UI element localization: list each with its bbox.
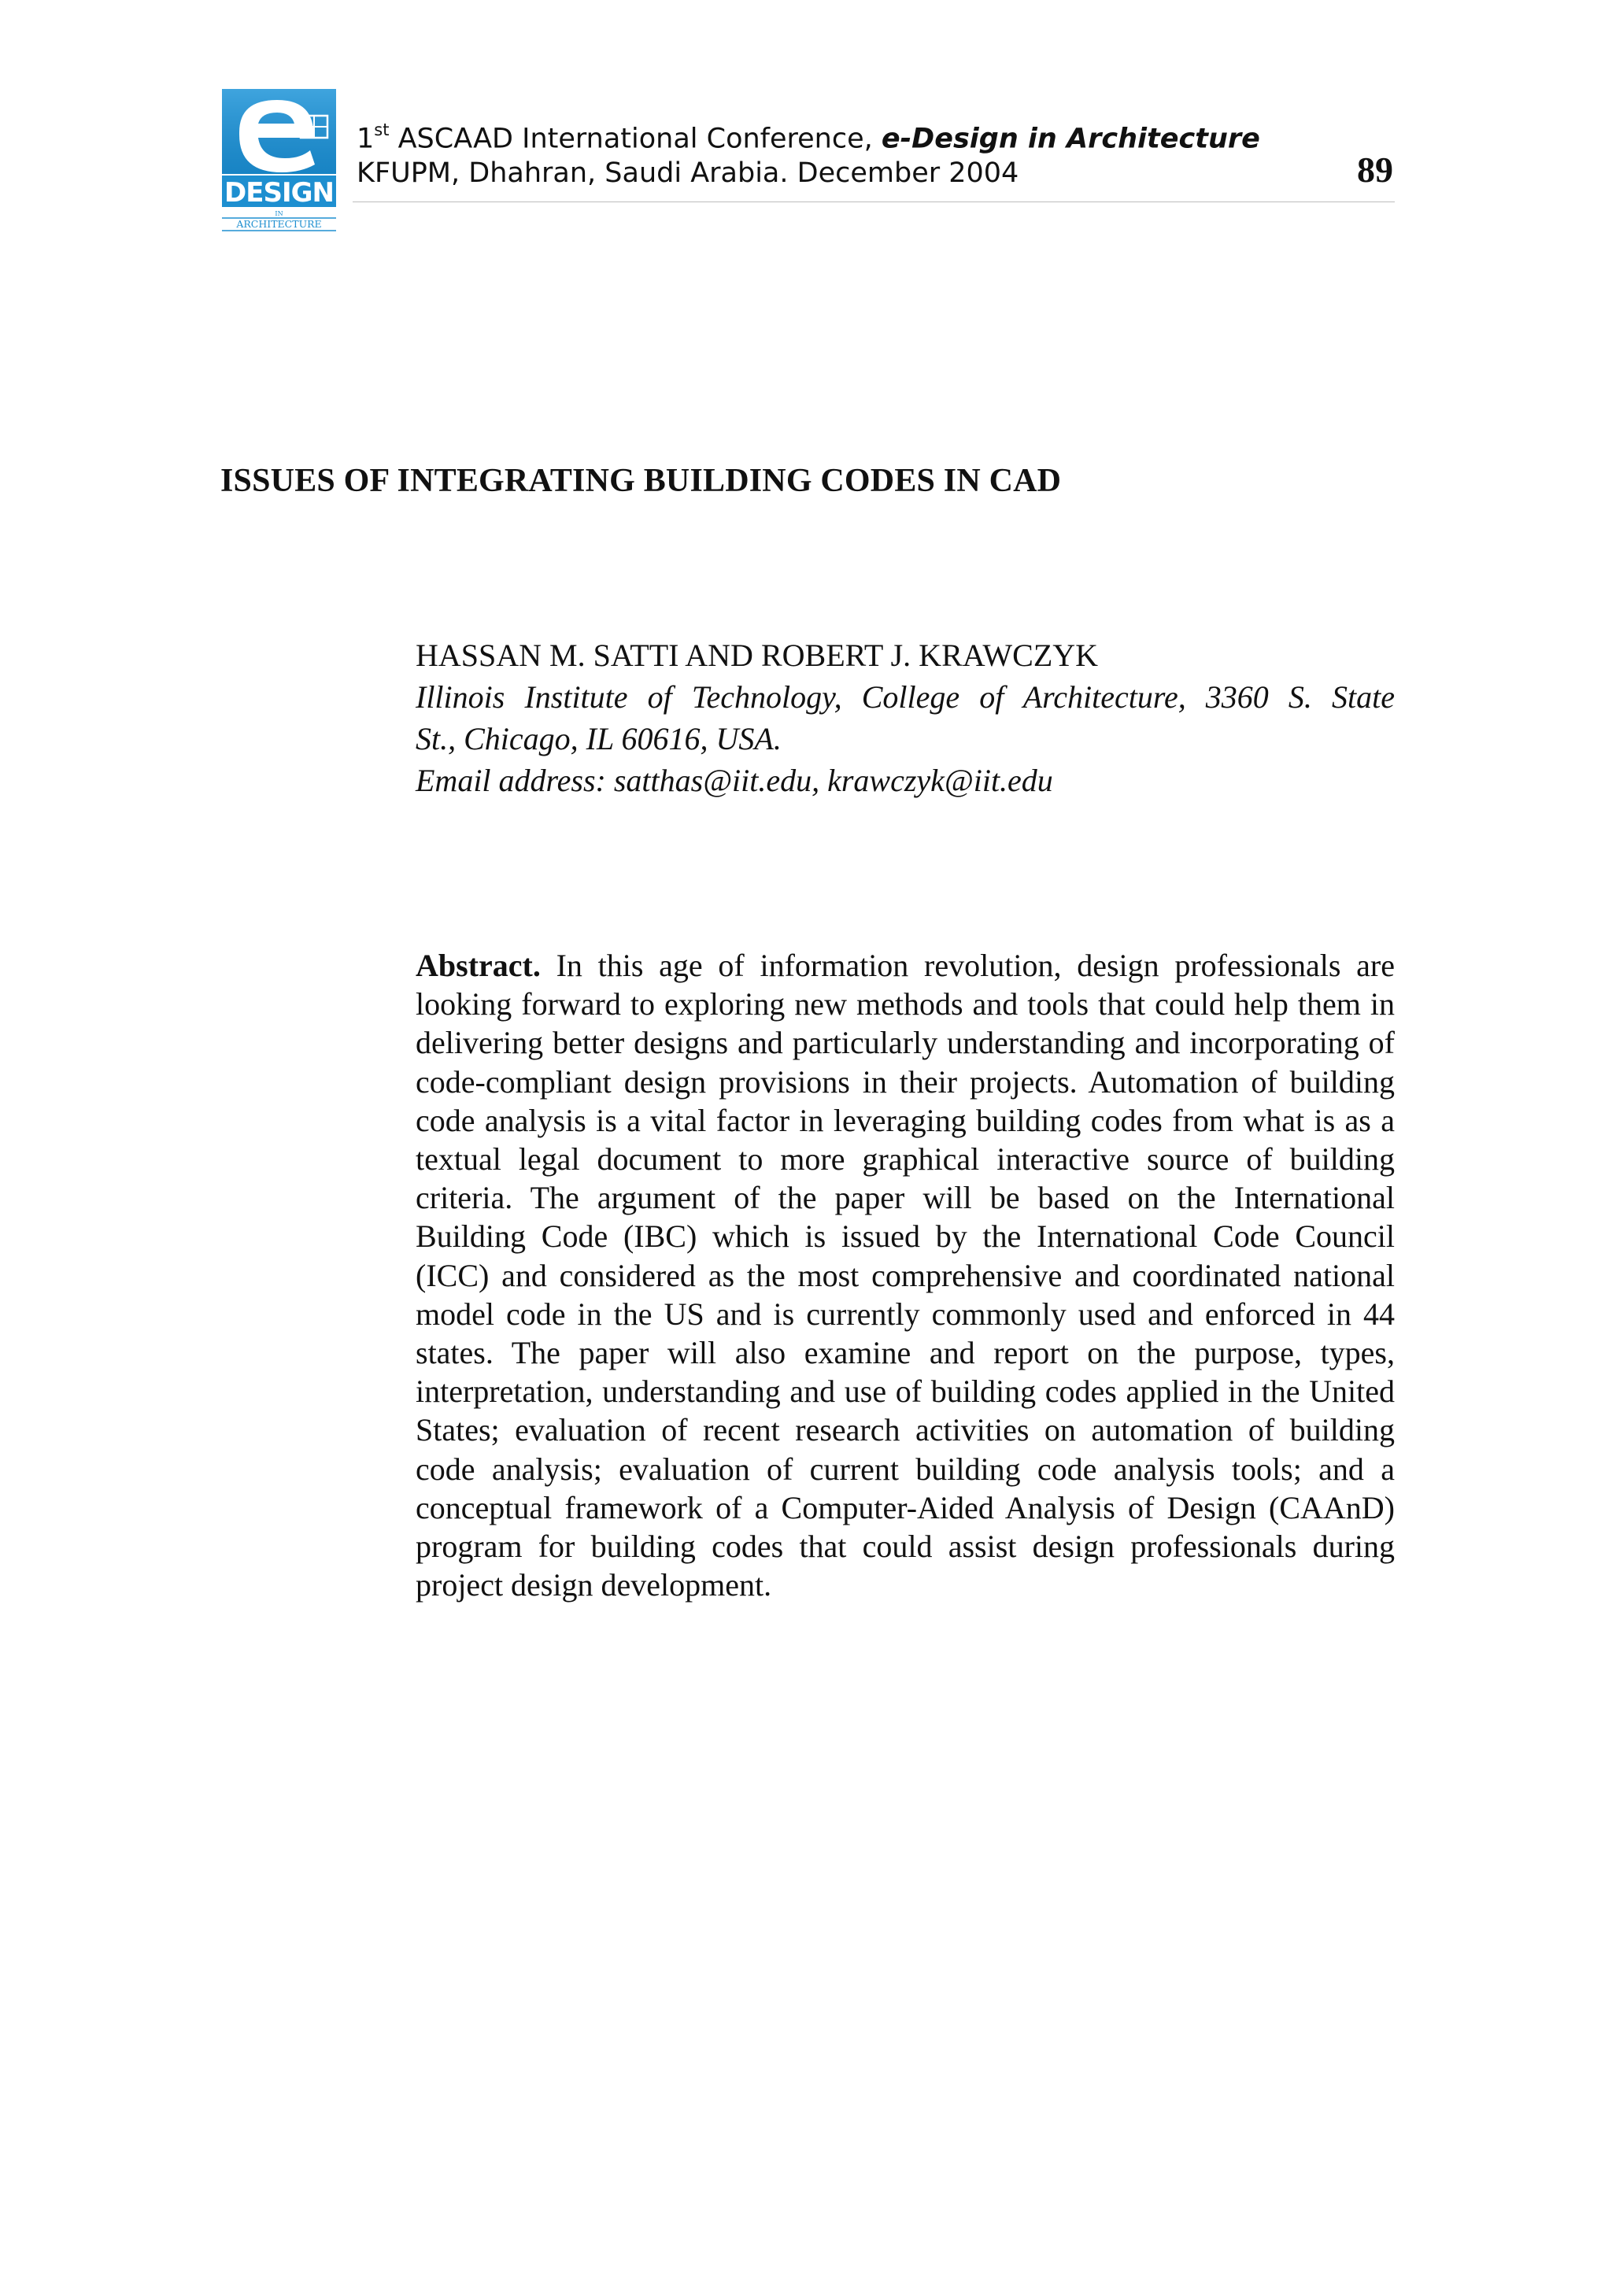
page-number: 89	[1357, 150, 1393, 190]
abstract-text: In this age of information revolution, design professionals are looking forward to exploring new methods and tools that could help them in delivering better designs and particularly understanding and incorporating of code-compliant design provisions in their projects. Automation of building code analysis is a vital factor in leveraging building codes from what is as a textual legal document to more graphical interactive source of building criteria. The argument of the paper will be based on the International Building Code (IBC) which is issued by the International Code Council (ICC) and considered as the most comprehensive and coordinated national model code in the US and is currently commonly used and enforced in 44 states. The paper will also examine and report on the purpose, types, interpretation, understanding and use of building codes applied in the United States; evaluation of recent research activities on automation of building code analysis; evaluation of current building code analysis tools; and a conceptual framework of a Computer-Aided Analysis of Design (CAAnD) program for building codes that could assist design professionals during project design development.	[416, 948, 1395, 1603]
e-design-logo-icon	[222, 89, 336, 232]
conference-theme: e-Design in Architecture	[881, 123, 1260, 155]
author-email: Email address: satthas@iit.edu, krawczyk@iit.edu	[416, 763, 1053, 798]
abstract-label: Abstract.	[416, 948, 541, 983]
conference-ordinal-suffix: st	[374, 120, 390, 139]
affiliation-line-1: Illinois Institute of Technology, College of Architecture, 3360 S. State	[416, 679, 1395, 715]
svg-text:DESIGN: DESIGN	[224, 177, 334, 209]
conference-title	[357, 116, 1260, 155]
authors-block	[416, 634, 1395, 801]
conference-location-date: KFUPM, Dhahran, Saudi Arabia. December 2004	[357, 157, 1019, 189]
conference-ordinal: 1	[357, 123, 375, 155]
author-affiliation	[416, 676, 1395, 760]
conference-name: ASCAAD International Conference,	[389, 123, 882, 155]
paper-title: ISSUES OF INTEGRATING BUILDING CODES IN CAD	[220, 463, 1062, 499]
abstract	[416, 946, 1395, 1604]
author-names: HASSAN M. SATTI AND ROBERT J. KRAWCZYK	[416, 638, 1099, 673]
svg-text:ARCHITECTURE: ARCHITECTURE	[236, 218, 322, 230]
affiliation-line-2: St., Chicago, IL 60616, USA.	[416, 721, 782, 756]
svg-text:IN: IN	[275, 210, 283, 217]
conference-logo	[222, 89, 336, 232]
